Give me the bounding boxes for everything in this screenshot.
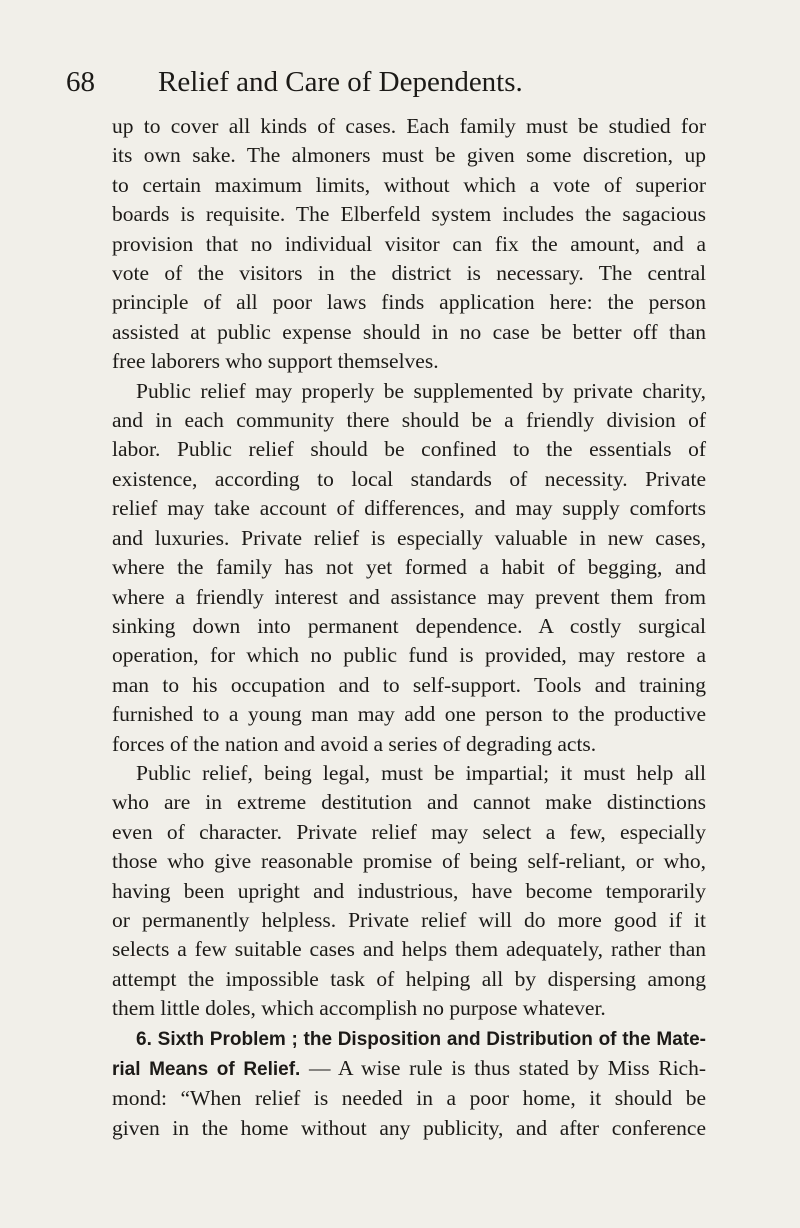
text-line: principle of all poor laws finds application here: the person [112,290,706,315]
text-line: provision that no individual visitor can fix the amount, and a [112,231,706,256]
text-line: mond: “When relief is needed in a poor home, it should be [112,1086,706,1111]
running-title: Relief and Care of Dependents. [158,66,523,98]
paragraph-3 [112,759,706,1024]
text-line: furnished to a young man may add one person to the productive [112,702,706,727]
text-line: existence, according to local standards of necessity. Private [112,466,706,491]
text-line: boards is requisite. The Elberfeld system includes the sagacious [112,202,706,227]
text-line: relief may take account of differences, and may supply comforts [112,496,706,521]
book-page [66,62,706,1143]
text-line: where the family has not yet formed a habit of begging, and [112,555,706,580]
text-line: man to his occupation and to self-support. Tools and training [112,672,706,697]
page-number: 68 [66,66,95,98]
text-line: Public relief may properly be supplemented by private charity, [136,378,706,403]
text-line: its own sake. The almoners must be given some discretion, up [112,143,706,168]
paragraph-2 [112,377,706,759]
section-heading: Sixth Problem ; the Disposition and Distribution of the Mate- [157,1028,706,1050]
text-line: having been upright and industrious, have become temporarily [112,878,706,903]
text-line [112,1054,706,1084]
text-line: and in each community there should be a friendly division of [112,408,706,433]
text-line: or permanently helpless. Private relief will do more good if it [112,907,706,932]
text-line: them little doles, which accomplish no purpose whatever. [112,996,606,1021]
section-heading-continued: rial Means of Relief. [112,1059,301,1080]
text-line: those who give reasonable promise of being self-reliant, or who, [112,849,706,874]
text-line: who are in extreme destitution and cannot make distinctions [112,790,706,815]
text-line: where a friendly interest and assistance may prevent them from [112,584,706,609]
paragraph-1 [112,112,706,377]
text-line: to certain maximum limits, without which a vote of superior [112,172,706,197]
text-line: assisted at public expense should in no case be better off than [112,319,706,344]
section-text: — A wise rule is thus stated by Miss Rich- [309,1056,706,1080]
body-text [112,112,706,1143]
text-line: and luxuries. Private relief is especially valuable in new cases, [112,525,706,550]
text-line: Public relief, being legal, must be impartial; it must help all [136,760,706,785]
text-line: even of character. Private relief may select a few, especially [112,819,706,844]
text-line: given in the home without any publicity, and after conference [112,1115,706,1140]
text-line: attempt the impossible task of helping all by dispersing among [112,966,706,991]
text-line: sinking down into permanent dependence. A costly surgical [112,613,706,638]
text-line: up to cover all kinds of cases. Each family must be studied for [112,114,706,138]
text-line: selects a few suitable cases and helps them adequately, rather than [112,937,706,962]
section-number: 6. [136,1028,152,1050]
section-6-paragraph [112,1024,706,1144]
text-line: labor. Public relief should be confined to the essentials of [112,437,706,462]
text-line: operation, for which no public fund is provided, may restore a [112,643,706,668]
text-line: vote of the visitors in the district is necessary. The central [112,261,706,286]
text-line: forces of the nation and avoid a series of degrading acts. [112,731,597,756]
section-heading-line [112,1024,706,1054]
running-head [66,62,706,102]
text-line: free laborers who support themselves. [112,349,439,374]
